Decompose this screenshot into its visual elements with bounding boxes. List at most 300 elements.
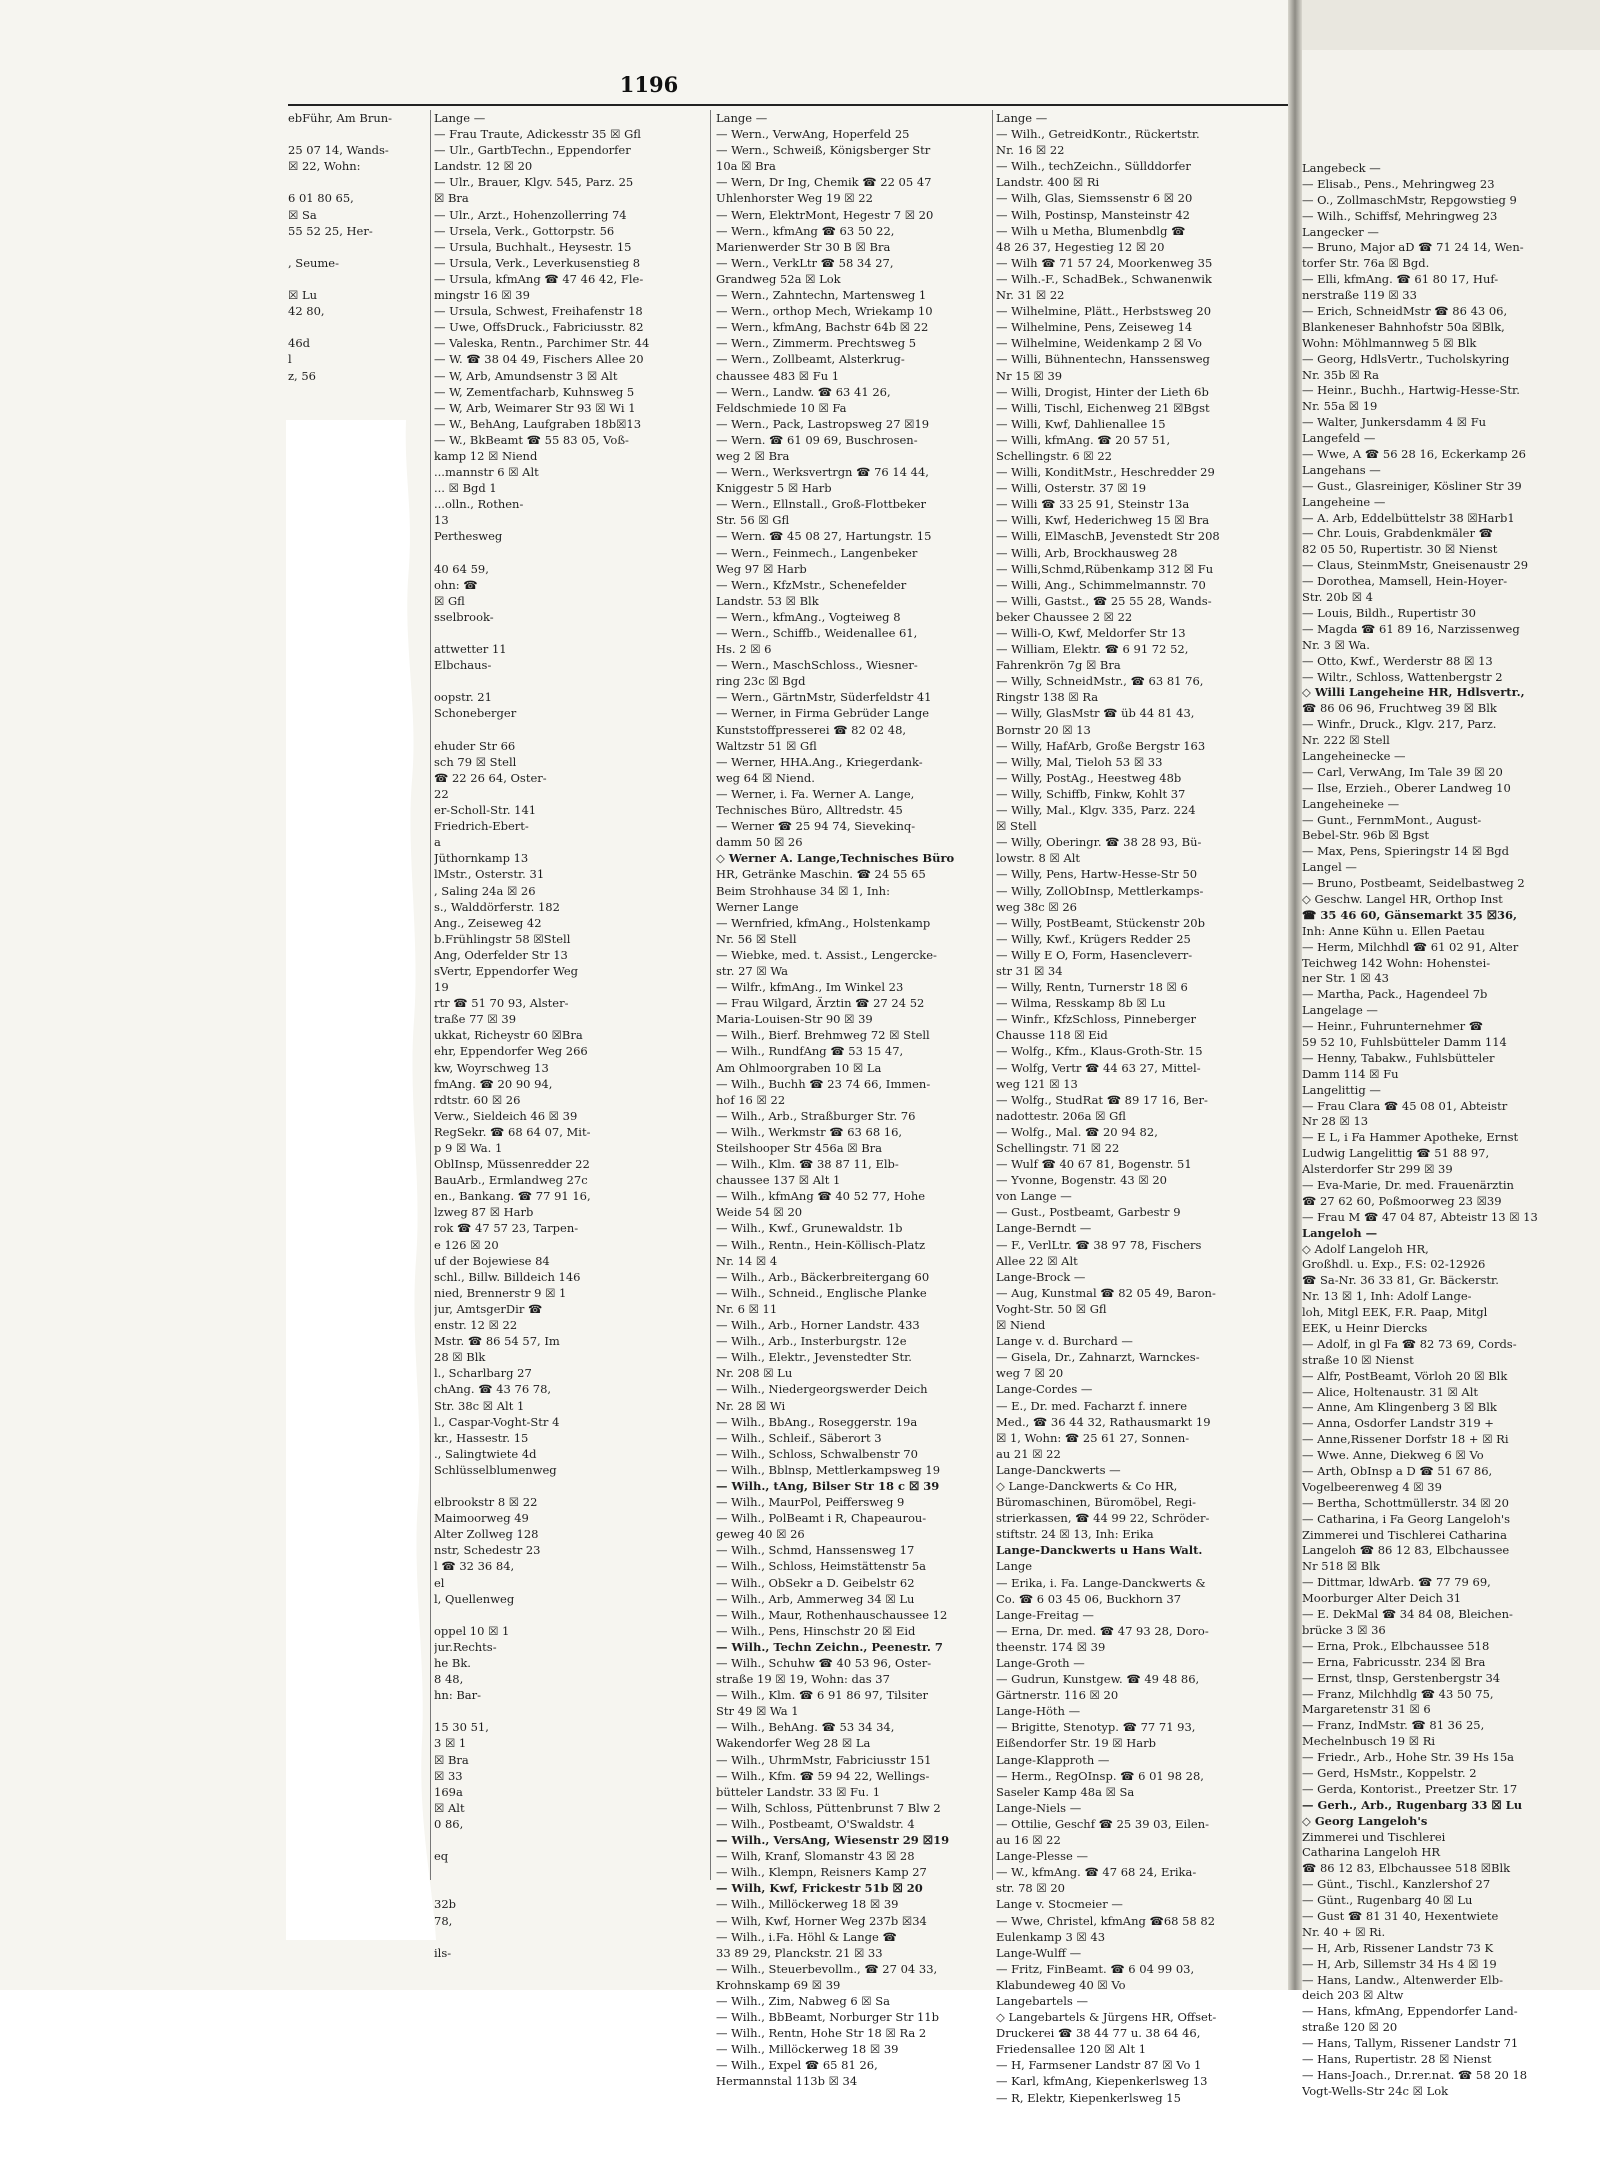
- directory-entry-line: [288, 319, 428, 335]
- directory-entry-line: ☎ 86 06 96, Fruchtweg 39 ☒ Blk: [1302, 701, 1497, 716]
- directory-entry-line: — Gunt., FernmMont., August-: [1302, 812, 1482, 827]
- directory-entry-line: — Catharina, i Fa Georg Langeloh's: [1302, 1511, 1511, 1526]
- directory-entry-line: Verw., Sieldeich 46 ☒ 39: [434, 1108, 578, 1123]
- torn-page-area: [286, 420, 616, 1940]
- page-number: 1196: [619, 72, 679, 97]
- directory-entry-line: — W., BehAng, Laufgraben 18b☒13: [434, 416, 642, 431]
- directory-entry-line: — Wilh., kfmAng ☎ 40 52 77, Hohe: [716, 1189, 926, 1204]
- directory-entry-line: — Werner ☎ 25 94 74, Sievekinq-: [716, 819, 916, 834]
- directory-entry-line: 82 05 50, Rupertistr. 30 ☒ Nienst: [1302, 542, 1498, 557]
- directory-entry-line: EEK, u Heinr Diercks: [1302, 1321, 1428, 1336]
- directory-entry-line: Nr. 6 ☒ 11: [716, 1301, 778, 1316]
- directory-entry-line: Lange —: [996, 111, 1048, 125]
- directory-entry-line: Klabundeweg 40 ☒ Vo: [996, 1977, 1126, 1992]
- directory-entry-line: — Wilh., Techn Zeichn., Peenestr. 7: [716, 1639, 943, 1654]
- directory-entry-line: — Wern. ☎ 61 09 69, Buschrosen-: [716, 432, 918, 447]
- directory-entry-line: — Willi,Schmd,Rübenkamp 312 ☒ Fu: [996, 561, 1214, 576]
- directory-entry-line: — Erich, SchneidMstr ☎ 86 43 06,: [1302, 304, 1508, 319]
- directory-entry-line: — Georg, HdlsVertr., Tucholskyring: [1302, 351, 1510, 366]
- directory-entry-line: — Wilma, Resskamp 8b ☒ Lu: [996, 996, 1166, 1011]
- directory-entry-line: — Hans, Tallym, Rissener Landstr 71: [1302, 2036, 1519, 2051]
- directory-entry-line: — A. Arb, Eddelbüttelstr 38 ☒Harb1: [1302, 510, 1515, 525]
- directory-entry-line: Voght-Str. 50 ☒ Gfl: [996, 1301, 1107, 1316]
- directory-entry-line: — Anne,Rissener Dorfstr 18 + ☒ Ri: [1302, 1432, 1509, 1447]
- directory-entry-line: — Ursula, kfmAng ☎ 47 46 42, Fle-: [434, 271, 644, 286]
- directory-entry-line: theenstr. 174 ☒ 39: [996, 1639, 1106, 1654]
- directory-entry-line: nerstraße 119 ☒ 33: [1302, 288, 1417, 303]
- directory-entry-line: — Hans, Rupertistr. 28 ☒ Nienst: [1302, 2051, 1492, 2066]
- directory-entry-line: [288, 174, 428, 190]
- directory-entry-line: — Magda ☎ 61 89 16, Narzissenweg: [1302, 621, 1520, 636]
- directory-entry-line: Maria-Louisen-Str 90 ☒ 39: [716, 1012, 873, 1027]
- directory-entry-line: Zimmerei und Tischlerei Catharina: [1302, 1527, 1507, 1542]
- directory-entry-line: — Wilh., Arb., Insterburgstr. 12e: [716, 1334, 907, 1349]
- directory-entry-line: — Willi, Drogist, Hinter der Lieth 6b: [996, 384, 1209, 399]
- directory-entry-line: — E L, i Fa Hammer Apotheke, Ernst: [1302, 1130, 1519, 1145]
- directory-entry-line: Str 49 ☒ Wa 1: [716, 1704, 799, 1719]
- directory-entry-line: — Elisab., Pens., Mehringweg 23: [1302, 176, 1495, 191]
- directory-entry-line: Wohn: Möhlmannweg 5 ☒ Blk: [1302, 335, 1477, 350]
- directory-entry-line: — Wilh, Kwf, Frickestr 51b ☒ 20: [716, 1881, 923, 1896]
- directory-entry-line: [288, 271, 428, 287]
- directory-entry-line: ◇ Werner A. Lange,Technisches Büro: [716, 851, 955, 866]
- directory-entry-line: ☎ 22 26 64, Oster-: [434, 770, 547, 785]
- directory-entry-line: Mstr. ☎ 86 54 57, Im: [434, 1334, 560, 1349]
- directory-entry-line: — Wilh., Postbeamt, O'Swaldstr. 4: [716, 1816, 915, 1831]
- directory-entry-line: ☒ 33: [434, 1768, 463, 1783]
- directory-entry-line: ☒ Alt: [434, 1800, 465, 1815]
- directory-entry-line: — Wilh., Bblnsp, Mettlerkampsweg 19: [716, 1462, 941, 1477]
- directory-entry-line: Nr. 28 ☒ Wi: [716, 1398, 786, 1413]
- directory-entry-line: — Yvonne, Bogenstr. 43 ☒ 20: [996, 1173, 1168, 1188]
- directory-entry-line: chAng. ☎ 43 76 78,: [434, 1382, 552, 1397]
- directory-entry-line: — Alfr, PostBeamt, Vörloh 20 ☒ Blk: [1302, 1368, 1508, 1383]
- directory-entry-line: Langeloh ☎ 86 12 83, Elbchaussee: [1302, 1543, 1510, 1558]
- directory-entry-line: — Günt., Rugenbarg 40 ☒ Lu: [1302, 1893, 1473, 1908]
- directory-entry-line: — Wern. ☎ 45 08 27, Hartungstr. 15: [716, 529, 932, 544]
- directory-entry-line: — Wilh., PolBeamt i R, Chapeaurou-: [716, 1511, 927, 1526]
- directory-entry-line: — Wilh., Rentn., Hein-Köllisch-Platz: [716, 1237, 925, 1252]
- directory-entry-line: — Erika, i. Fa. Lange-Danckwerts &: [996, 1575, 1206, 1590]
- directory-entry-line: Nr 15 ☒ 39: [996, 368, 1063, 383]
- directory-entry-line: — Wern., kfmAng, Bachstr 64b ☒ 22: [716, 320, 929, 335]
- directory-entry-line: — Ursela, Verk., Gottorpstr. 56: [434, 223, 615, 238]
- directory-entry-line: — Gisela, Dr., Zahnarzt, Warnckes-: [996, 1350, 1200, 1365]
- directory-entry-line: — Wern, ElektrMont, Hegestr 7 ☒ 20: [716, 207, 934, 222]
- directory-entry-line: geweg 40 ☒ 26: [716, 1527, 805, 1542]
- directory-entry-line: Nr 518 ☒ Blk: [1302, 1559, 1380, 1574]
- directory-entry-line: — Gerh., Arb., Rugenbarg 33 ☒ Lu: [1302, 1797, 1523, 1812]
- directory-column-2: [716, 110, 988, 2090]
- directory-entry-line: sch 79 ☒ Stell: [434, 754, 517, 769]
- directory-entry-line: — Ernst, tlnsp, Gerstenbergstr 34: [1302, 1670, 1501, 1685]
- directory-entry-line: ☒ Stell: [996, 819, 1037, 834]
- directory-entry-line: Weg 97 ☒ Harb: [716, 561, 807, 576]
- directory-entry-line: Langeheineke —: [1302, 796, 1400, 811]
- directory-entry-line: Nr. 55a ☒ 19: [1302, 399, 1378, 414]
- directory-entry-line: Nr. 3 ☒ Wa.: [1302, 637, 1370, 652]
- directory-entry-line: — Wilh., Klempn, Reisners Kamp 27: [716, 1865, 927, 1880]
- directory-entry-line: hn: Bar-: [434, 1688, 482, 1703]
- directory-entry-line: — Wiltr., Schloss, Wattenbergstr 2: [1302, 669, 1503, 684]
- directory-entry-line: ring 23c ☒ Bgd: [716, 674, 806, 689]
- directory-entry-line: — Wilh., Klm. ☎ 38 87 11, Elb-: [716, 1157, 899, 1172]
- directory-entry-line: — Bertha, Schottmüllerstr. 34 ☒ 20: [1302, 1495, 1509, 1510]
- directory-entry-line: l, Quellenweg: [434, 1591, 515, 1606]
- directory-entry-line: — Wern., kfmAng ☎ 63 50 22,: [716, 223, 895, 238]
- directory-entry-line: — Wilh, Kwf, Horner Weg 237b ☒34: [716, 1913, 927, 1928]
- directory-entry-line: ☒ Bra: [434, 1752, 469, 1767]
- directory-entry-line: el: [434, 1575, 445, 1590]
- directory-entry-line: Schellingstr. 71 ☒ 22: [996, 1141, 1120, 1155]
- directory-entry-line: — Wilh., tAng, Bilser Str 18 c ☒ 39: [716, 1478, 940, 1493]
- directory-entry-line: — Wolfg., Kfm., Klaus-Groth-Str. 15: [996, 1044, 1203, 1059]
- directory-entry-line: nstr, Schedestr 23: [434, 1543, 541, 1558]
- directory-entry-line: — Wern., Landw. ☎ 63 41 26,: [716, 384, 891, 399]
- directory-entry-line: — Ulr., Arzt., Hohenzollerring 74: [434, 207, 627, 222]
- directory-entry-line: Lange-Brock —: [996, 1269, 1086, 1284]
- directory-entry-line: — Wern., MaschSchloss., Wiesner-: [716, 658, 918, 673]
- directory-entry-line: — W. ☎ 38 04 49, Fischers Allee 20: [434, 352, 644, 367]
- directory-entry-line: Blankeneser Bahnhofstr 50a ☒Blk,: [1302, 319, 1505, 334]
- directory-entry-line: damm 50 ☒ 26: [716, 835, 803, 850]
- directory-entry-line: — Wilh., Buchh ☎ 23 74 66, Immen-: [716, 1076, 931, 1091]
- directory-entry-line: Alsterdorfer Str 299 ☒ 39: [1302, 1162, 1453, 1177]
- directory-column-right-page: [1302, 160, 1598, 2099]
- directory-entry-line: Fahrenkrön 7g ☒ Bra: [996, 658, 1121, 673]
- directory-entry-line: — Willi, Arb, Brockhausweg 28: [996, 545, 1178, 560]
- directory-entry-line: — Wilfr., kfmAng., Im Winkel 23: [716, 980, 904, 995]
- directory-entry-line: — Willi, Tischl, Eichenweg 21 ☒Bgst: [996, 400, 1210, 415]
- directory-entry-line: s., Walddörferstr. 182: [434, 899, 560, 914]
- directory-entry-line: ☒ Bra: [434, 191, 469, 206]
- directory-entry-line: Nr 28 ☒ 13: [1302, 1114, 1369, 1129]
- directory-entry-line: Mechelnbusch 19 ☒ Ri: [1302, 1734, 1436, 1749]
- directory-entry-line: Marienwerder Str 30 B ☒ Bra: [716, 239, 891, 254]
- directory-entry-line: — Wilh., Bierf. Brehmweg 72 ☒ Stell: [716, 1028, 930, 1043]
- directory-entry-line: sVertr, Eppendorfer Weg: [434, 963, 578, 978]
- directory-entry-line: Vogt-Wells-Str 24c ☒ Lok: [1302, 2083, 1449, 2098]
- directory-entry-line: ebFühr, Am Brun-: [288, 111, 393, 125]
- directory-entry-line: — Uwe, OffsDruck., Fabriciusstr. 82: [434, 320, 644, 335]
- directory-entry-line: Maimoorweg 49: [434, 1511, 529, 1526]
- directory-entry-line: — Wilh., Schloss, Heimstättenstr 5a: [716, 1559, 927, 1574]
- directory-entry-line: Lange-Niels —: [996, 1800, 1082, 1815]
- directory-entry-line: — Wulf ☎ 40 67 81, Bogenstr. 51: [996, 1157, 1192, 1172]
- directory-entry-line: 46d: [288, 336, 310, 351]
- directory-entry-line: Langeheine —: [1302, 494, 1386, 509]
- directory-entry-line: straße 10 ☒ Nienst: [1302, 1352, 1414, 1367]
- directory-entry-line: — Wilh., Arb., Straßburger Str. 76: [716, 1108, 916, 1123]
- directory-entry-line: — Willy, Schiffb, Finkw, Kohlt 37: [996, 786, 1186, 801]
- directory-entry-line: Eulenkamp 3 ☒ 43: [996, 1929, 1106, 1944]
- directory-entry-line: — Wern., Schweiß, Königsberger Str: [716, 143, 931, 158]
- directory-entry-line: Ang., Zeiseweg 42: [434, 915, 542, 930]
- directory-entry-line: Feldschmiede 10 ☒ Fa: [716, 400, 847, 415]
- directory-entry-line: torfer Str. 76a ☒ Bgd.: [1302, 256, 1430, 271]
- directory-entry-line: — Gerda, Kontorist., Preetzer Str. 17: [1302, 1781, 1518, 1796]
- directory-entry-line: oppel 10 ☒ 1: [434, 1623, 510, 1638]
- directory-entry-line: — W, Zementfacharb, Kuhnsweg 5: [434, 384, 635, 399]
- directory-entry-line: ☒ Lu: [288, 288, 318, 303]
- directory-entry-line: 42 80,: [288, 304, 325, 319]
- directory-entry-line: Landstr. 53 ☒ Blk: [716, 593, 819, 608]
- directory-entry-line: — Henny, Tabakw., Fuhlsbütteler: [1302, 1050, 1495, 1065]
- directory-entry-line: enstr. 12 ☒ 22: [434, 1318, 518, 1333]
- directory-entry-line: — Wilh., Maur, Rothenhauschaussee 12: [716, 1607, 948, 1622]
- directory-entry-line: RegSekr. ☎ 68 64 07, Mit-: [434, 1124, 591, 1139]
- directory-entry-line: Elbchaus-: [434, 658, 492, 673]
- directory-entry-line: — Ulr., GartbTechn., Eppendorfer: [434, 143, 631, 158]
- directory-entry-line: — Wilh., RundfAng ☎ 53 15 47,: [716, 1044, 904, 1059]
- directory-entry-line: — Wilh., Elektr., Jevenstedter Str.: [716, 1350, 912, 1365]
- directory-entry-line: — Wilhelmine, Pens, Zeiseweg 14: [996, 320, 1193, 335]
- directory-entry-line: Bebel-Str. 96b ☒ Bgst: [1302, 828, 1429, 843]
- directory-entry-line: strierkassen, ☎ 44 99 22, Schröder-: [996, 1511, 1210, 1526]
- directory-entry-line: jur, AmtsgerDir ☎: [434, 1301, 543, 1316]
- directory-entry-line: Büromaschinen, Büromöbel, Regi-: [996, 1495, 1197, 1510]
- directory-entry-line: — Wilh., i.Fa. Höhl & Lange ☎: [716, 1929, 897, 1944]
- directory-entry-line: — Walter, Junkersdamm 4 ☒ Fu: [1302, 415, 1487, 430]
- directory-entry-line: Perthesweg: [434, 529, 503, 544]
- directory-entry-line: Lange —: [716, 111, 768, 125]
- directory-entry-line: — E. DekMal ☎ 34 84 08, Bleichen-: [1302, 1607, 1513, 1622]
- directory-entry-line: ehuder Str 66: [434, 738, 516, 753]
- directory-entry-line: — Willi, Kwf, Dahlienallee 15: [996, 416, 1166, 431]
- directory-entry-line: str 31 ☒ 34: [996, 963, 1063, 978]
- directory-entry-line: Co. ☎ 6 03 45 06, Buckhorn 37: [996, 1591, 1182, 1606]
- directory-entry-line: ☒ Sa: [288, 207, 317, 222]
- directory-entry-line: 15 30 51,: [434, 1720, 489, 1735]
- directory-column-3: [996, 110, 1284, 2106]
- directory-entry-line: — Wilh., Arb., Bäckerbreitergang 60: [716, 1269, 930, 1284]
- directory-entry-line: Lange v. Stocmeier —: [996, 1897, 1123, 1912]
- directory-entry-line: — Erna, Prok., Elbchaussee 518: [1302, 1638, 1490, 1653]
- directory-entry-line: — Wern., KfzMstr., Schenefelder: [716, 577, 907, 592]
- directory-entry-line: Margaretenstr 31 ☒ 6: [1302, 1702, 1431, 1717]
- directory-entry-line: — Willy, Rentn, Turnerstr 18 ☒ 6: [996, 980, 1188, 995]
- directory-entry-line: — Willi, ElMaschB, Jevenstedt Str 208: [996, 529, 1220, 544]
- directory-entry-line: ☒ 22, Wohn:: [288, 159, 361, 174]
- directory-entry-line: Schoneberger: [434, 706, 517, 721]
- directory-entry-line: — Wern., Feinmech., Langenbeker: [716, 545, 918, 560]
- header-rule: [288, 104, 1288, 106]
- directory-entry-line: nadottestr. 206a ☒ Gfl: [996, 1108, 1126, 1123]
- directory-entry-line: Damm 114 ☒ Fu: [1302, 1066, 1399, 1081]
- directory-entry-line: 78,: [434, 1913, 453, 1928]
- directory-entry-line: bütteler Landstr. 33 ☒ Fu. 1: [716, 1784, 881, 1799]
- directory-entry-line: Gärtnerstr. 116 ☒ 20: [996, 1688, 1119, 1703]
- directory-entry-line: [288, 239, 428, 255]
- directory-entry-line: — Wern., Pack, Lastropsweg 27 ☒19: [716, 416, 930, 431]
- directory-entry-line: — Gust., Glasreiniger, Kösliner Str 39: [1302, 478, 1522, 493]
- directory-entry-line: — Gerd, HsMstr., Koppelstr. 2: [1302, 1765, 1477, 1780]
- directory-entry-line: — Franz, Milchhdlg ☎ 43 50 75,: [1302, 1686, 1494, 1701]
- directory-entry-line: Landstr. 12 ☒ 20: [434, 159, 533, 174]
- directory-entry-line: — Willy, PostBeamt, Stückenstr 20b: [996, 915, 1205, 930]
- directory-entry-line: — Wwe, Christel, kfmAng ☎68 58 82: [996, 1913, 1216, 1928]
- directory-entry-line: lowstr. 8 ☒ Alt: [996, 851, 1081, 866]
- directory-entry-line: — Bruno, Major aD ☎ 71 24 14, Wen-: [1302, 240, 1524, 255]
- directory-entry-line: — Friedr., Arb., Hohe Str. 39 Hs 15a: [1302, 1750, 1515, 1765]
- directory-entry-line: — Wwe. Anne, Diekweg 6 ☒ Vo: [1302, 1448, 1484, 1463]
- directory-entry-line: Teichweg 142 Wohn: Hohenstei-: [1302, 955, 1491, 970]
- directory-entry-line: str. 78 ☒ 20: [996, 1881, 1065, 1896]
- directory-entry-line: Ang, Oderfelder Str 13: [434, 947, 568, 962]
- directory-entry-line: z, 56: [288, 368, 317, 383]
- directory-entry-line: 59 52 10, Fuhlsbütteler Damm 114: [1302, 1034, 1507, 1049]
- directory-entry-line: 19: [434, 980, 449, 995]
- directory-entry-line: Zimmerei und Tischlerei: [1302, 1829, 1446, 1844]
- directory-entry-line: Druckerei ☎ 38 44 77 u. 38 64 46,: [996, 2026, 1201, 2041]
- directory-entry-line: — Wilh., Werkmstr ☎ 63 68 16,: [716, 1124, 903, 1139]
- directory-entry-line: — Herm, Milchhdl ☎ 61 02 91, Alter: [1302, 939, 1519, 954]
- directory-entry-line: weg 38c ☒ 26: [996, 899, 1077, 914]
- directory-entry-line: — Heinr., Fuhrunternehmer ☎: [1302, 1019, 1484, 1034]
- directory-entry-line: Hs. 2 ☒ 6: [716, 642, 772, 657]
- directory-entry-line: — Willi, Kwf, Hederichweg 15 ☒ Bra: [996, 513, 1210, 528]
- directory-entry-line: — Wilh.-F., SchadBek., Schwanenwik: [996, 271, 1212, 286]
- directory-entry-line: — Wilh., techZeichn., Süllddorfer: [996, 159, 1191, 174]
- directory-entry-line: — Ottilie, Geschf ☎ 25 39 03, Eilen-: [996, 1816, 1209, 1831]
- directory-entry-line: — R, Elektr, Kiepenkerlsweg 15: [996, 2090, 1181, 2105]
- directory-entry-line: au 16 ☒ 22: [996, 1833, 1061, 1848]
- directory-entry-line: Langebeck —: [1302, 161, 1381, 175]
- directory-entry-line: er-Scholl-Str. 141: [434, 803, 537, 818]
- directory-entry-line: — Wilh., Schiffsf, Mehringweg 23: [1302, 208, 1498, 223]
- directory-entry-line: — Franz, IndMstr. ☎ 81 36 25,: [1302, 1718, 1485, 1733]
- directory-entry-line: Lange-Cordes —: [996, 1382, 1093, 1397]
- directory-entry-line: — Willy, GlasMstr ☎ üb 44 81 43,: [996, 706, 1195, 721]
- directory-entry-line: l., Scharlbarg 27: [434, 1366, 532, 1381]
- directory-entry-line: 3 ☒ 1: [434, 1736, 467, 1751]
- directory-entry-line: — Willy, Mal, Tieloh 53 ☒ 33: [996, 754, 1163, 769]
- directory-entry-line: stiftstr. 24 ☒ 13, Inh: Erika: [996, 1527, 1154, 1542]
- directory-entry-line: Lange v. d. Burchard —: [996, 1334, 1133, 1349]
- directory-entry-line: — Wilh., Pens, Hinschstr 20 ☒ Eid: [716, 1623, 916, 1638]
- directory-entry-line: — Otto, Kwf., Werderstr 88 ☒ 13: [1302, 653, 1493, 668]
- directory-entry-line: fmAng. ☎ 20 90 94,: [434, 1076, 553, 1091]
- directory-entry-line: — Winfr., Druck., Klgv. 217, Parz.: [1302, 717, 1497, 732]
- directory-entry-line: Technisches Büro, Alltredstr. 45: [716, 803, 903, 818]
- directory-entry-line: Lange: [996, 1559, 1033, 1574]
- directory-entry-line: — Wernfried, kfmAng., Holstenkamp: [716, 915, 931, 930]
- column-divider: [710, 110, 711, 1880]
- directory-entry-line: — H, Arb, Rissener Landstr 73 K: [1302, 1940, 1494, 1955]
- directory-entry-line: HR, Getränke Maschin. ☎ 24 55 65: [716, 867, 926, 882]
- directory-entry-line: weg 64 ☒ Niend.: [716, 770, 815, 785]
- directory-entry-line: au 21 ☒ 22: [996, 1446, 1061, 1461]
- directory-entry-line: nied, Brennerstr 9 ☒ 1: [434, 1285, 567, 1300]
- directory-entry-line: Nr. 13 ☒ 1, Inh: Adolf Lange-: [1302, 1289, 1472, 1304]
- directory-entry-line: ils-: [434, 1945, 452, 1960]
- directory-entry-line: — Wilh., Expel ☎ 65 81 26,: [716, 2058, 878, 2073]
- directory-entry-line: chaussee 137 ☒ Alt 1: [716, 1173, 841, 1188]
- page-gutter: [1288, 0, 1302, 1990]
- directory-entry-line: — Wolfg, Vertr ☎ 44 63 27, Mittel-: [996, 1060, 1201, 1075]
- directory-entry-line: — Gust., Postbeamt, Garbestr 9: [996, 1205, 1181, 1220]
- directory-entry-line: — Wilh., Schuhw ☎ 40 53 96, Oster-: [716, 1656, 932, 1670]
- directory-entry-line: — Frau Traute, Adickesstr 35 ☒ Gfl: [434, 127, 641, 142]
- directory-entry-line: — Dittmar, ldwArb. ☎ 77 79 69,: [1302, 1575, 1491, 1590]
- directory-entry-line: Lange-Danckwerts u Hans Walt.: [996, 1543, 1203, 1558]
- directory-entry-line: — Ilse, Erzieh., Oberer Landweg 10: [1302, 780, 1511, 795]
- directory-entry-line: uf der Bojewiese 84: [434, 1253, 550, 1268]
- directory-entry-line: — Wilh., Schleif., Säberort 3: [716, 1430, 882, 1445]
- directory-entry-line: — Wern., VerwAng, Hoperfeld 25: [716, 127, 910, 142]
- directory-entry-line: str. 27 ☒ Wa: [716, 963, 788, 978]
- directory-entry-line: — William, Elektr. ☎ 6 91 72 52,: [996, 642, 1189, 657]
- directory-entry-line: Chausse 118 ☒ Eid: [996, 1028, 1108, 1043]
- directory-entry-line: — H, Arb, Sillemstr 34 Hs 4 ☒ 19: [1302, 1956, 1497, 1971]
- directory-entry-line: OblInsp, Müssenredder 22: [434, 1157, 590, 1172]
- directory-entry-line: — Willi, Bühnentechn, Hanssensweg: [996, 352, 1210, 367]
- directory-entry-line: Kunststoffpresserei ☎ 82 02 48,: [716, 722, 907, 737]
- directory-entry-line: — Willy, Oberingr. ☎ 38 28 93, Bü-: [996, 835, 1202, 850]
- directory-entry-line: Landstr. 400 ☒ Ri: [996, 175, 1100, 190]
- directory-entry-line: — Werner, in Firma Gebrüder Lange: [716, 706, 930, 721]
- directory-entry-line: Langeheinecke —: [1302, 748, 1406, 763]
- directory-entry-line: [288, 126, 428, 142]
- directory-entry-line: Nr. 16 ☒ 22: [996, 143, 1065, 158]
- directory-entry-line: ner Str. 1 ☒ 43: [1302, 971, 1389, 986]
- directory-entry-line: BauArb., Ermlandweg 27c: [434, 1173, 588, 1188]
- directory-entry-line: 6 01 80 65,: [288, 191, 354, 206]
- directory-entry-line: — Wilh., Millöckerweg 18 ☒ 39: [716, 1897, 899, 1912]
- directory-entry-line: rok ☎ 47 57 23, Tarpen-: [434, 1221, 579, 1236]
- directory-entry-line: 55 52 25, Her-: [288, 223, 373, 238]
- directory-entry-line: — Wilh, Kranf, Slomanstr 43 ☒ 28: [716, 1849, 915, 1864]
- directory-entry-line: b.Frühlingstr 58 ☒Stell: [434, 931, 571, 946]
- directory-entry-line: ◇ Langebartels & Jürgens HR, Offset-: [996, 2010, 1217, 2025]
- directory-entry-line: — Wilh., Arb., Horner Landstr. 433: [716, 1318, 920, 1333]
- directory-entry-line: — Wilh., Rentn, Hohe Str 18 ☒ Ra 2: [716, 2026, 927, 2041]
- directory-entry-line: lzweg 87 ☒ Harb: [434, 1205, 534, 1220]
- directory-entry-line: kw, Woyrschweg 13: [434, 1060, 549, 1075]
- directory-entry-line: 32b: [434, 1897, 456, 1912]
- directory-entry-line: straße 120 ☒ 20: [1302, 2020, 1398, 2035]
- directory-entry-line: Friedensallee 120 ☒ Alt 1: [996, 2042, 1147, 2057]
- directory-entry-line: — Wilh u Metha, Blumenbdlg ☎: [996, 223, 1186, 238]
- directory-entry-line: — H, Farmsener Landstr 87 ☒ Vo 1: [996, 2058, 1202, 2073]
- directory-entry-line: Langelittig —: [1302, 1082, 1381, 1097]
- directory-entry-line: — Wilh., Schmd, Hanssensweg 17: [716, 1543, 915, 1558]
- directory-entry-line: 22: [434, 786, 449, 801]
- directory-entry-line: — Willy, HafArb, Große Bergstr 163: [996, 738, 1206, 753]
- directory-entry-line: Nr. 35b ☒ Ra: [1302, 367, 1380, 382]
- directory-entry-line: ☎ 27 62 60, Poßmoorweg 23 ☒39: [1302, 1193, 1502, 1208]
- directory-entry-line: — Hans-Joach., Dr.rer.nat. ☎ 58 20 18: [1302, 2067, 1528, 2082]
- directory-entry-line: Am Ohlmoorgraben 10 ☒ La: [716, 1060, 882, 1075]
- directory-entry-line: schl., Billw. Billdeich 146: [434, 1269, 581, 1284]
- directory-entry-line: — Willi, Ang., Schimmelmannstr. 70: [996, 577, 1206, 592]
- directory-entry-line: — Wilh., Kwf., Grunewaldstr. 1b: [716, 1221, 903, 1236]
- directory-entry-line: ☒ 1, Wohn: ☎ 25 61 27, Sonnen-: [996, 1430, 1190, 1445]
- directory-entry-line: rdtstr. 60 ☒ 26: [434, 1092, 521, 1107]
- directory-entry-line: — Hans, Landw., Altenwerder Elb-: [1302, 1972, 1503, 1987]
- directory-entry-line: 28 ☒ Blk: [434, 1350, 486, 1365]
- directory-entry-line: traße 77 ☒ 39: [434, 1012, 517, 1027]
- directory-entry-line: — Erna, Fabricusstr. 234 ☒ Bra: [1302, 1654, 1486, 1669]
- directory-entry-line: l: [288, 352, 292, 367]
- directory-entry-line: — Willy, SchneidMstr., ☎ 63 81 76,: [996, 674, 1204, 689]
- directory-entry-line: deich 203 ☒ Altw: [1302, 1988, 1404, 2003]
- directory-entry-line: — Wilh, Schloss, Püttenbrunst 7 Blw 2: [716, 1800, 941, 1815]
- directory-entry-line: — F., VerlLtr. ☎ 38 97 78, Fischers: [996, 1237, 1202, 1252]
- directory-entry-line: — Werner, HHA.Ang., Kriegerdank-: [716, 754, 923, 769]
- directory-entry-line: — Willy E O, Form, Hasencleverr-: [996, 947, 1193, 962]
- directory-entry-line: — Wilh., MaurPol, Peiffersweg 9: [716, 1495, 905, 1510]
